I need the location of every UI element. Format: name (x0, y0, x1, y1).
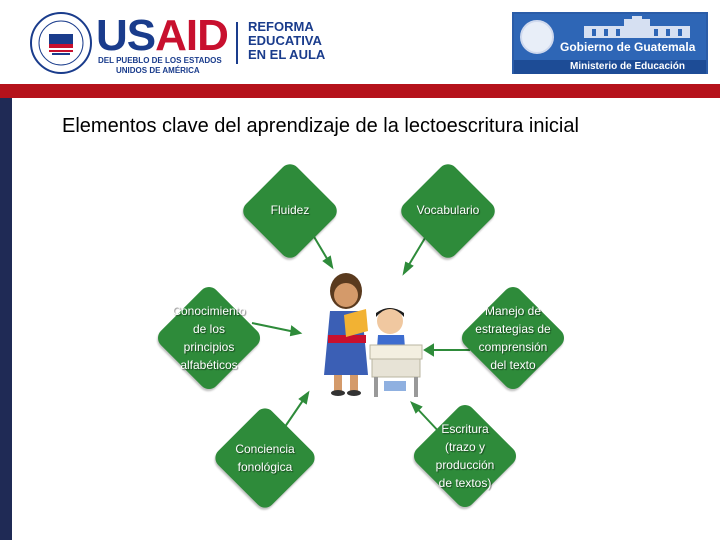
diamond-conciencia (212, 405, 318, 511)
ministerio-text: Ministerio de Educación (570, 61, 686, 72)
diamond-label-vocabulario (398, 201, 498, 219)
diamond-line: del texto (490, 358, 536, 372)
header-accent-bar (0, 84, 720, 98)
usaid-us: US (96, 11, 156, 60)
diamond-line: (trazo y (444, 440, 485, 454)
reforma-line2: EDUCATIVA (248, 33, 322, 48)
diamond-conocimiento (154, 283, 264, 393)
diamond-line: Conciencia (235, 442, 295, 456)
usaid-subtitle (98, 56, 230, 76)
palace-icon (574, 16, 700, 38)
reforma-line3: EN EL AULA (248, 47, 326, 62)
diamond-line: principios (183, 340, 235, 354)
diagram (160, 155, 570, 525)
diamond-line: fonológica (237, 460, 293, 474)
diamond-label-escritura (410, 420, 520, 492)
diamond-label-manejo (458, 302, 568, 374)
slide-title: Elementos clave del aprendizaje de la lectoescritura inicial (62, 115, 579, 137)
diamond-vocabulario (398, 161, 498, 261)
gobierno-text: Gobierno de Guatemala (560, 40, 696, 54)
diamond-escritura (410, 401, 520, 511)
arrowhead-conocimiento (291, 327, 300, 335)
side-accent-bar (0, 98, 12, 540)
diamond-line: Manejo de (484, 304, 542, 318)
diamond-label-conciencia (212, 440, 318, 476)
diamond-line: estrategias de (475, 322, 551, 336)
usaid-aid: AID (155, 11, 228, 60)
usaid-logo-text (96, 11, 228, 60)
diamond-line: alfabéticos (180, 358, 238, 372)
diamond-label-fluidez (240, 201, 340, 219)
usaid-seal-icon (30, 12, 92, 74)
reforma-line1: REFORMA (248, 19, 314, 34)
logo-divider (236, 22, 238, 64)
diamond-label-conocimiento (154, 302, 264, 374)
children-reading-illustration (308, 265, 428, 405)
diamond-line: Conocimiento (172, 304, 246, 318)
usaid-subtitle-line1: DEL PUEBLO DE LOS ESTADOS (98, 56, 222, 65)
diamond-fluidez (240, 161, 340, 261)
diamond-line: de textos) (438, 476, 492, 490)
diamond-line: comprensión (478, 340, 548, 354)
diamond-manejo (458, 283, 568, 393)
diamond-line: Escritura (441, 422, 489, 436)
diamond-line: Vocabulario (416, 203, 480, 217)
diamond-line: producción (435, 458, 495, 472)
diamond-line: Fluidez (270, 203, 310, 217)
slide-header (0, 0, 720, 84)
guatemala-emblem-icon (520, 20, 554, 54)
guatemala-logo (512, 12, 708, 74)
usaid-subtitle-line2: UNIDOS DE AMÉRICA (116, 66, 200, 75)
reforma-logo-text (248, 20, 358, 62)
diamond-line: de los (192, 322, 226, 336)
